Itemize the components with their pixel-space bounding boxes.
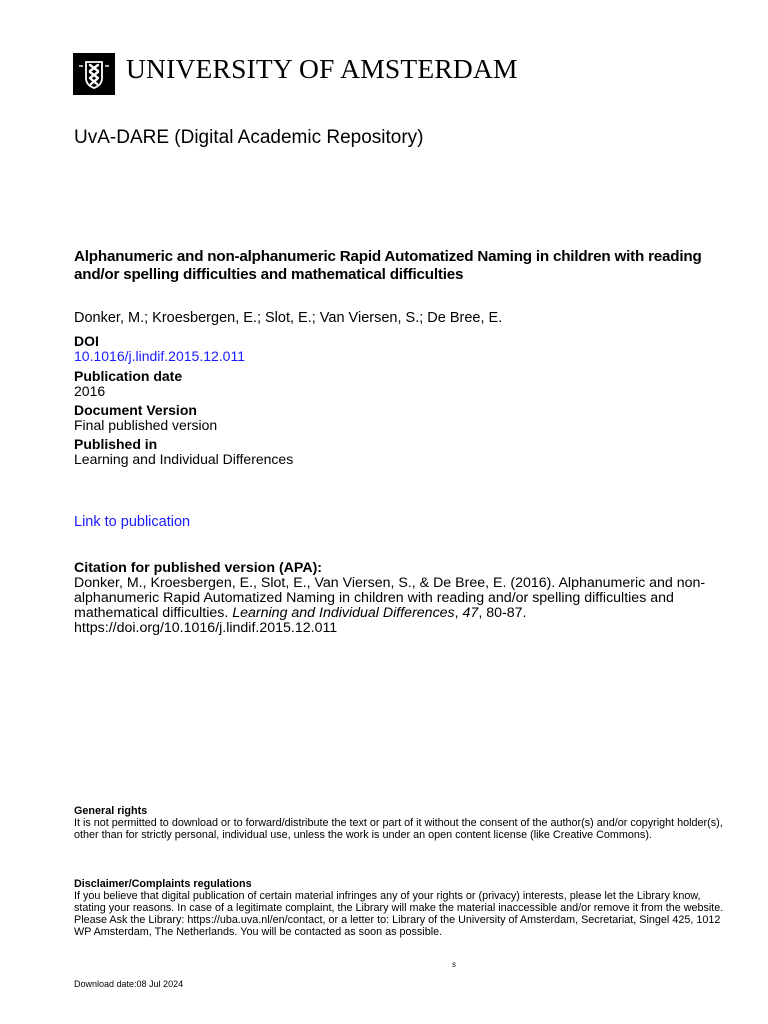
doi-section xyxy=(74,334,674,364)
doi-label: DOI xyxy=(74,333,99,349)
disclaimer-section xyxy=(74,878,724,938)
repository-name: UvA-DARE (Digital Academic Repository) xyxy=(74,127,424,148)
published-in-value: Learning and Individual Differences xyxy=(74,451,294,467)
citation-pages: , 80-87. xyxy=(478,605,527,621)
document-version-section xyxy=(74,403,674,433)
citation-label: Citation for published version (APA): xyxy=(74,560,323,576)
citation-journal: Learning and Individual Differences xyxy=(232,605,455,621)
page-mark: s xyxy=(452,960,456,969)
citation-text: Donker, M., Kroesbergen, E., Slot, E., Van Viersen, S., & De Bree, E. (2016). Alphanumeric and non-alphanumeric Rapid Automatized Naming in children with reading and/or spelling difficulties and mathematical difficulties. xyxy=(74,575,706,621)
disclaimer-text: If you believe that digital publication of certain material infringes any of your rights or (privacy) interests, please let the Library know, stating your reasons. In case of a legitimate complaint, the Library will make the material inaccessible and/or remove it from the website. Please Ask the Library: https://uba.uva.nl/en/contact, or a letter to: Library of the University of Amsterdam, Secretariat, Singel 425, 1012 WP Amsterdam, The Netherlands. You will be contacted as soon as possible. xyxy=(74,890,724,938)
general-rights-label: General rights xyxy=(74,805,148,817)
download-date: Download date:08 Jul 2024 xyxy=(74,979,184,989)
link-to-publication[interactable]: Link to publication xyxy=(74,514,191,530)
general-rights-section xyxy=(74,805,724,841)
publication-date-value: 2016 xyxy=(74,383,106,399)
published-in-section xyxy=(74,437,674,467)
citation-separator: , xyxy=(454,605,463,621)
document-version-label: Document Version xyxy=(74,402,197,418)
publication-date-section xyxy=(74,369,674,399)
general-rights-text: It is not permitted to download or to forward/distribute the text or part of it without the consent of the author(s) and/or copyright holder(s), other than for strictly personal, individual use, unless the work is under an open content license (like Creative Commons). xyxy=(74,817,723,841)
paper-title: Alphanumeric and non-alphanumeric Rapid Automatized Naming in children with reading and/or spelling difficulties and mathematical difficulties xyxy=(74,248,702,283)
disclaimer-label: Disclaimer/Complaints regulations xyxy=(74,878,252,890)
published-in-label: Published in xyxy=(74,436,158,452)
citation-section xyxy=(74,561,714,636)
doi-link[interactable]: 10.1016/j.lindif.2015.12.011 xyxy=(74,348,245,364)
citation-volume: 47 xyxy=(462,605,479,621)
publication-date-label: Publication date xyxy=(74,368,183,384)
university-crest-icon xyxy=(73,53,115,95)
authors: Donker, M.; Kroesbergen, E.; Slot, E.; Van Viersen, S.; De Bree, E. xyxy=(74,310,503,326)
citation-url: https://doi.org/10.1016/j.lindif.2015.12.011 xyxy=(74,620,338,636)
university-name: UNIVERSITY OF AMSTERDAM xyxy=(126,53,518,84)
document-version-value: Final published version xyxy=(74,417,218,433)
